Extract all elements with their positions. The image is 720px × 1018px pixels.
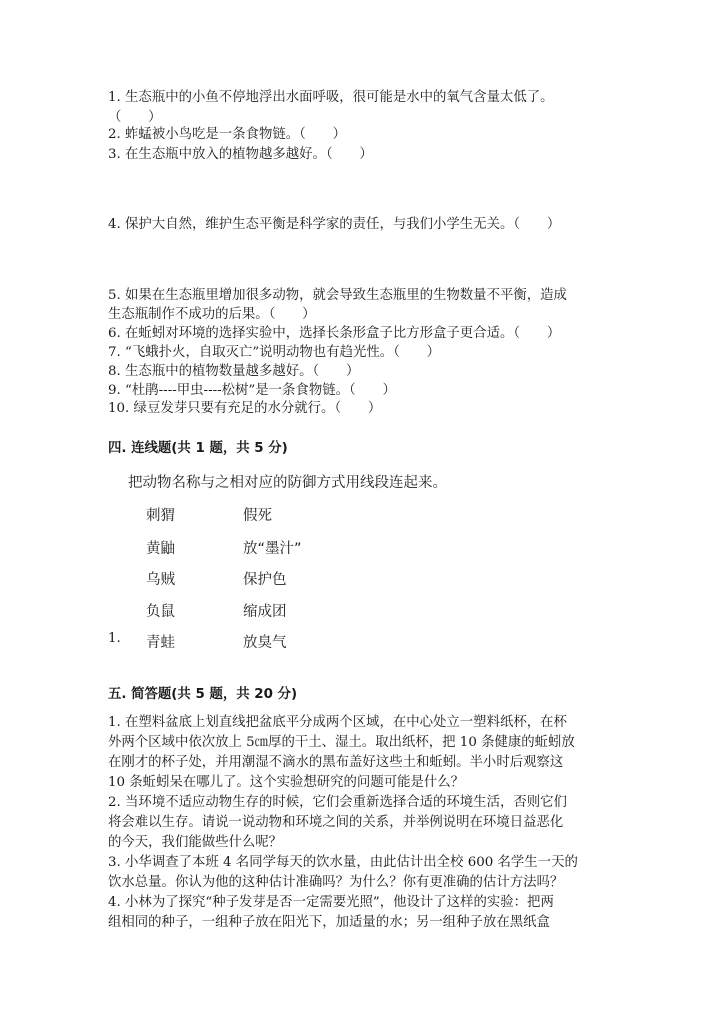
short-answer-q3-cont: 饮水总量。你认为他的这种估计准确吗？为什么？你有更准确的估计方法吗？ xyxy=(108,875,564,890)
short-answer-q3: 3. 小华调查了本班 4 名同学每天的饮水量，由此估计出全校 600 名学生一天的 xyxy=(108,855,578,870)
judgment-item-10: 10. 绿豆发芽只要有充足的水分就行。（ ） xyxy=(108,401,382,416)
short-answer-q1-cont: 在刚才的杯子处，并用潮湿不滴水的黑布盖好这些土和蚯蚓。半小时后观察这 xyxy=(108,755,564,770)
judgment-item-3: 3. 在生态瓶中放入的植物越多越好。（ ） xyxy=(108,147,373,162)
matching-row xyxy=(0,631,720,653)
animal-name: 黄鼬 xyxy=(146,541,175,557)
short-answer-q2-cont: 将会难以生存。请说一说动物和环境之间的关系，并举例说明在环境日益恶化 xyxy=(108,815,564,830)
short-answer-q1-cont: 外两个区域中依次放上 5㎝厚的干土、湿土。取出纸杯，把 10 条健康的蚯蚓放 xyxy=(108,735,575,750)
short-answer-q1-cont: 10 条蚯蚓呆在哪儿了。这个实验想研究的问题可能是什么？ xyxy=(108,775,465,790)
question-number: 1. xyxy=(108,631,121,646)
short-answer-q1: 1. 在塑料盆底上划直线把盆底平分成两个区域，在中心处立一塑料纸杯，在杯 xyxy=(108,715,567,730)
judgment-item-2: 2. 蚱蜢被小鸟吃是一条食物链。（ ） xyxy=(108,127,346,142)
defense-method: 保护色 xyxy=(243,572,287,588)
animal-name: 乌贼 xyxy=(146,572,175,588)
matching-row xyxy=(0,537,720,559)
matching-row xyxy=(0,504,720,526)
judgment-item-5: 5. 如果在生态瓶里增加很多动物，就会导致生态瓶里的生物数量不平衡，造成 xyxy=(108,288,567,303)
defense-method: 放“墨汁” xyxy=(243,541,302,557)
short-answer-q4-cont: 组相同的种子，一组种子放在阳光下，加适量的水；另一组种子放在黑纸盒 xyxy=(108,915,550,930)
section-5-title: 五. 简答题(共 5 题，共 20 分) xyxy=(108,687,298,702)
judgment-item-9: 9. “杜鹃----甲虫----松树”是一条食物链。（ ） xyxy=(108,383,396,398)
judgment-item-6: 6. 在蚯蚓对环境的选择实验中，选择长条形盒子比方形盒子更合适。（ ） xyxy=(108,326,561,341)
short-answer-q2-cont: 的今天，我们能做些什么呢？ xyxy=(108,835,283,850)
judgment-item-1-blank: （ ） xyxy=(108,110,162,125)
judgment-item-8: 8. 生态瓶中的植物数量越多越好。（ ） xyxy=(108,364,360,379)
judgment-item-4: 4. 保护大自然，维护生态平衡是科学家的责任，与我们小学生无关。（ ） xyxy=(108,217,561,232)
short-answer-q4: 4. 小林为了探究“种子发芽是否一定需要光照”，他设计了这样的实验：把两 xyxy=(108,895,554,910)
short-answer-q2: 2. 当环境不适应动物生存的时候，它们会重新选择合适的环境生活，否则它们 xyxy=(108,795,567,810)
judgment-item-5-cont: 生态瓶制作不成功的后果。（ ） xyxy=(108,307,316,322)
defense-method: 放臭气 xyxy=(243,635,287,651)
judgment-item-7: 7. “飞蛾扑火，自取灭亡”说明动物也有趋光性。（ ） xyxy=(108,345,441,360)
animal-name: 青蛙 xyxy=(146,635,175,651)
animal-name: 刺猬 xyxy=(146,508,175,524)
judgment-item-1: 1. 生态瓶中的小鱼不停地浮出水面呼吸，很可能是水中的氧气含量太低了。 xyxy=(108,90,554,105)
matching-instruction: 把动物名称与之相对应的防御方式用线段连起来。 xyxy=(128,475,447,491)
matching-row xyxy=(0,568,720,590)
animal-name: 负鼠 xyxy=(146,604,175,620)
defense-method: 假死 xyxy=(243,508,272,524)
matching-row xyxy=(0,600,720,622)
section-4-title: 四. 连线题(共 1 题，共 5 分) xyxy=(108,441,288,456)
defense-method: 缩成团 xyxy=(243,604,287,620)
